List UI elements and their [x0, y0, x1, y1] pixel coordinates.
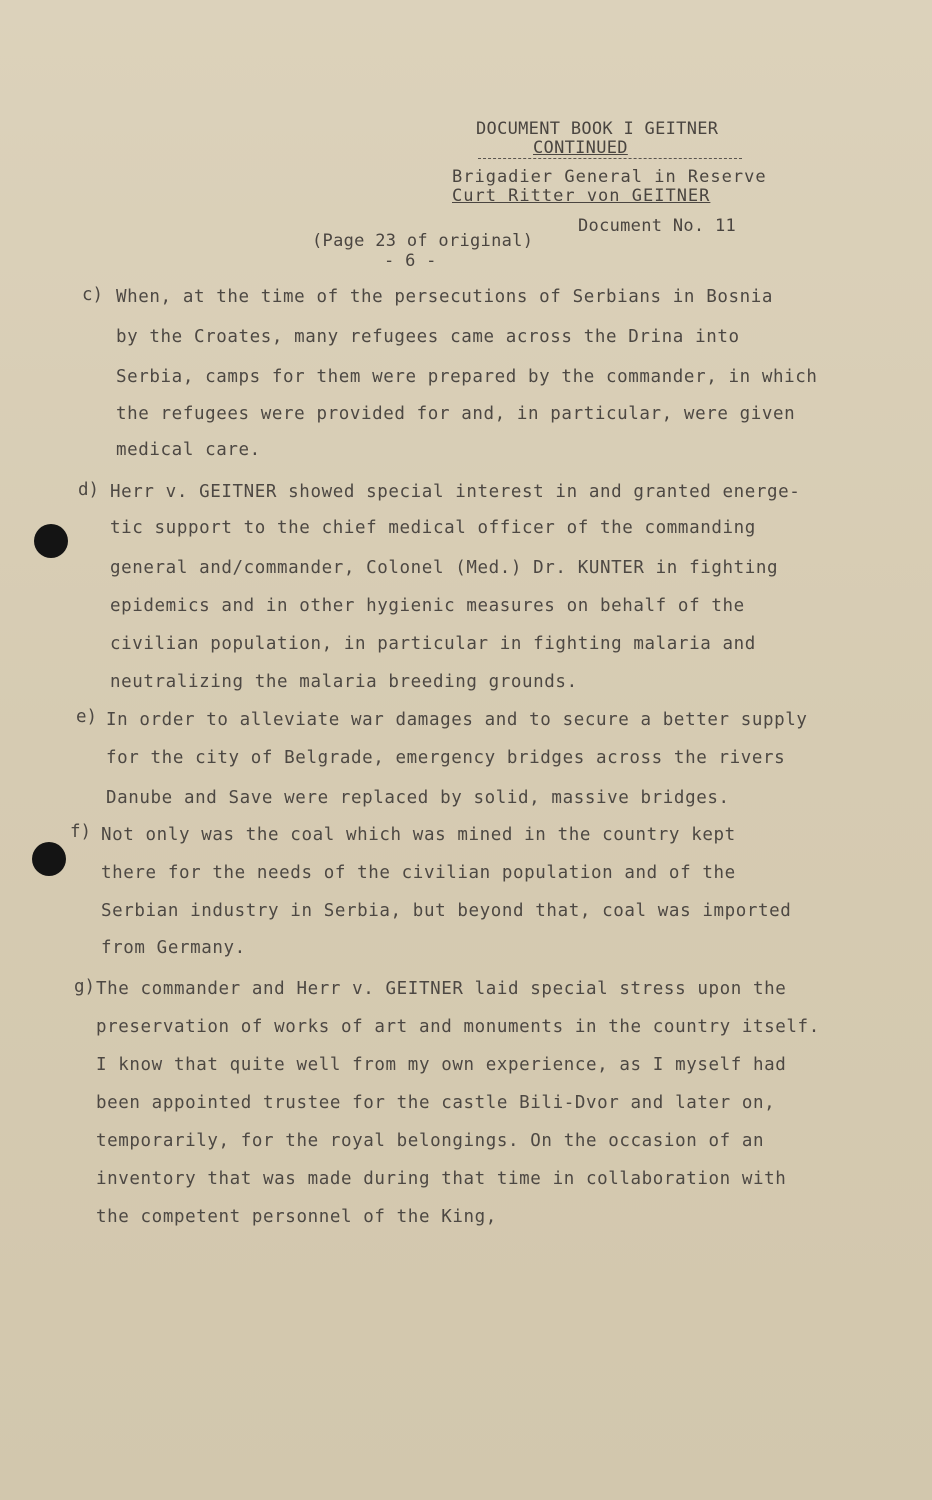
para-d-line-4: epidemics and in other hygienic measures on behalf of the	[110, 596, 745, 616]
para-g-line-5: temporarily, for the royal belongings. On the occasion of an	[96, 1131, 765, 1151]
para-f-line-4: from Germany.	[101, 938, 246, 958]
para-d-line-6: neutralizing the malaria breeding grounds.	[110, 672, 578, 692]
para-c-line-2: by the Croates, many refugees came across the Drina into	[116, 327, 740, 347]
name-line: Curt Ritter von GEITNER	[452, 186, 711, 206]
continued-rule	[478, 158, 742, 159]
para-g-line-7: the competent personnel of the King,	[96, 1207, 497, 1227]
para-g-label: g)	[74, 977, 96, 997]
page-number: - 6 -	[384, 251, 437, 271]
para-e-label: e)	[76, 707, 98, 727]
document-number: Document No. 11	[578, 216, 737, 236]
para-g-line-1: The commander and Herr v. GEITNER laid special stress upon the	[96, 979, 787, 999]
para-g-line-2: preservation of works of art and monuments in the country itself.	[96, 1017, 820, 1037]
para-f-line-1: Not only was the coal which was mined in the country kept	[101, 825, 736, 845]
para-d-line-1: Herr v. GEITNER showed special interest in and granted energe-	[110, 482, 801, 502]
para-e-line-1: In order to alleviate war damages and to secure a better supply	[106, 710, 808, 730]
para-c-line-1: When, at the time of the persecutions of Serbians in Bosnia	[116, 287, 774, 307]
page-reference: (Page 23 of original)	[312, 231, 534, 251]
para-d-line-3: general and/commander, Colonel (Med.) Dr. KUNTER in fighting	[110, 558, 779, 578]
document-book-title: DOCUMENT BOOK I GEITNER	[476, 119, 719, 139]
para-g-line-4: been appointed trustee for the castle Bili-Dvor and later on,	[96, 1093, 776, 1113]
para-f-line-3: Serbian industry in Serbia, but beyond that, coal was imported	[101, 901, 792, 921]
rank-line: Brigadier General in Reserve	[452, 167, 767, 187]
para-e-line-2: for the city of Belgrade, emergency bridges across the rivers	[106, 748, 786, 768]
para-f-line-2: there for the needs of the civilian population and of the	[101, 863, 736, 883]
para-g-line-3: I know that quite well from my own experience, as I myself had	[96, 1055, 787, 1075]
punch-hole-bottom	[32, 842, 66, 876]
para-c-line-3: Serbia, camps for them were prepared by the commander, in which	[116, 367, 818, 387]
para-d-label: d)	[78, 480, 100, 500]
para-c-label: c)	[82, 285, 104, 305]
para-d-line-5: civilian population, in particular in fighting malaria and	[110, 634, 756, 654]
para-d-line-2: tic support to the chief medical officer of the commanding	[110, 518, 756, 538]
punch-hole-top	[34, 524, 68, 558]
para-f-label: f)	[70, 822, 92, 842]
para-e-line-3: Danube and Save were replaced by solid, massive bridges.	[106, 788, 730, 808]
para-c-line-4: the refugees were provided for and, in particular, were given	[116, 404, 796, 424]
para-c-line-5: medical care.	[116, 440, 261, 460]
continued-label: CONTINUED	[533, 138, 628, 158]
para-g-line-6: inventory that was made during that time in collaboration with	[96, 1169, 787, 1189]
